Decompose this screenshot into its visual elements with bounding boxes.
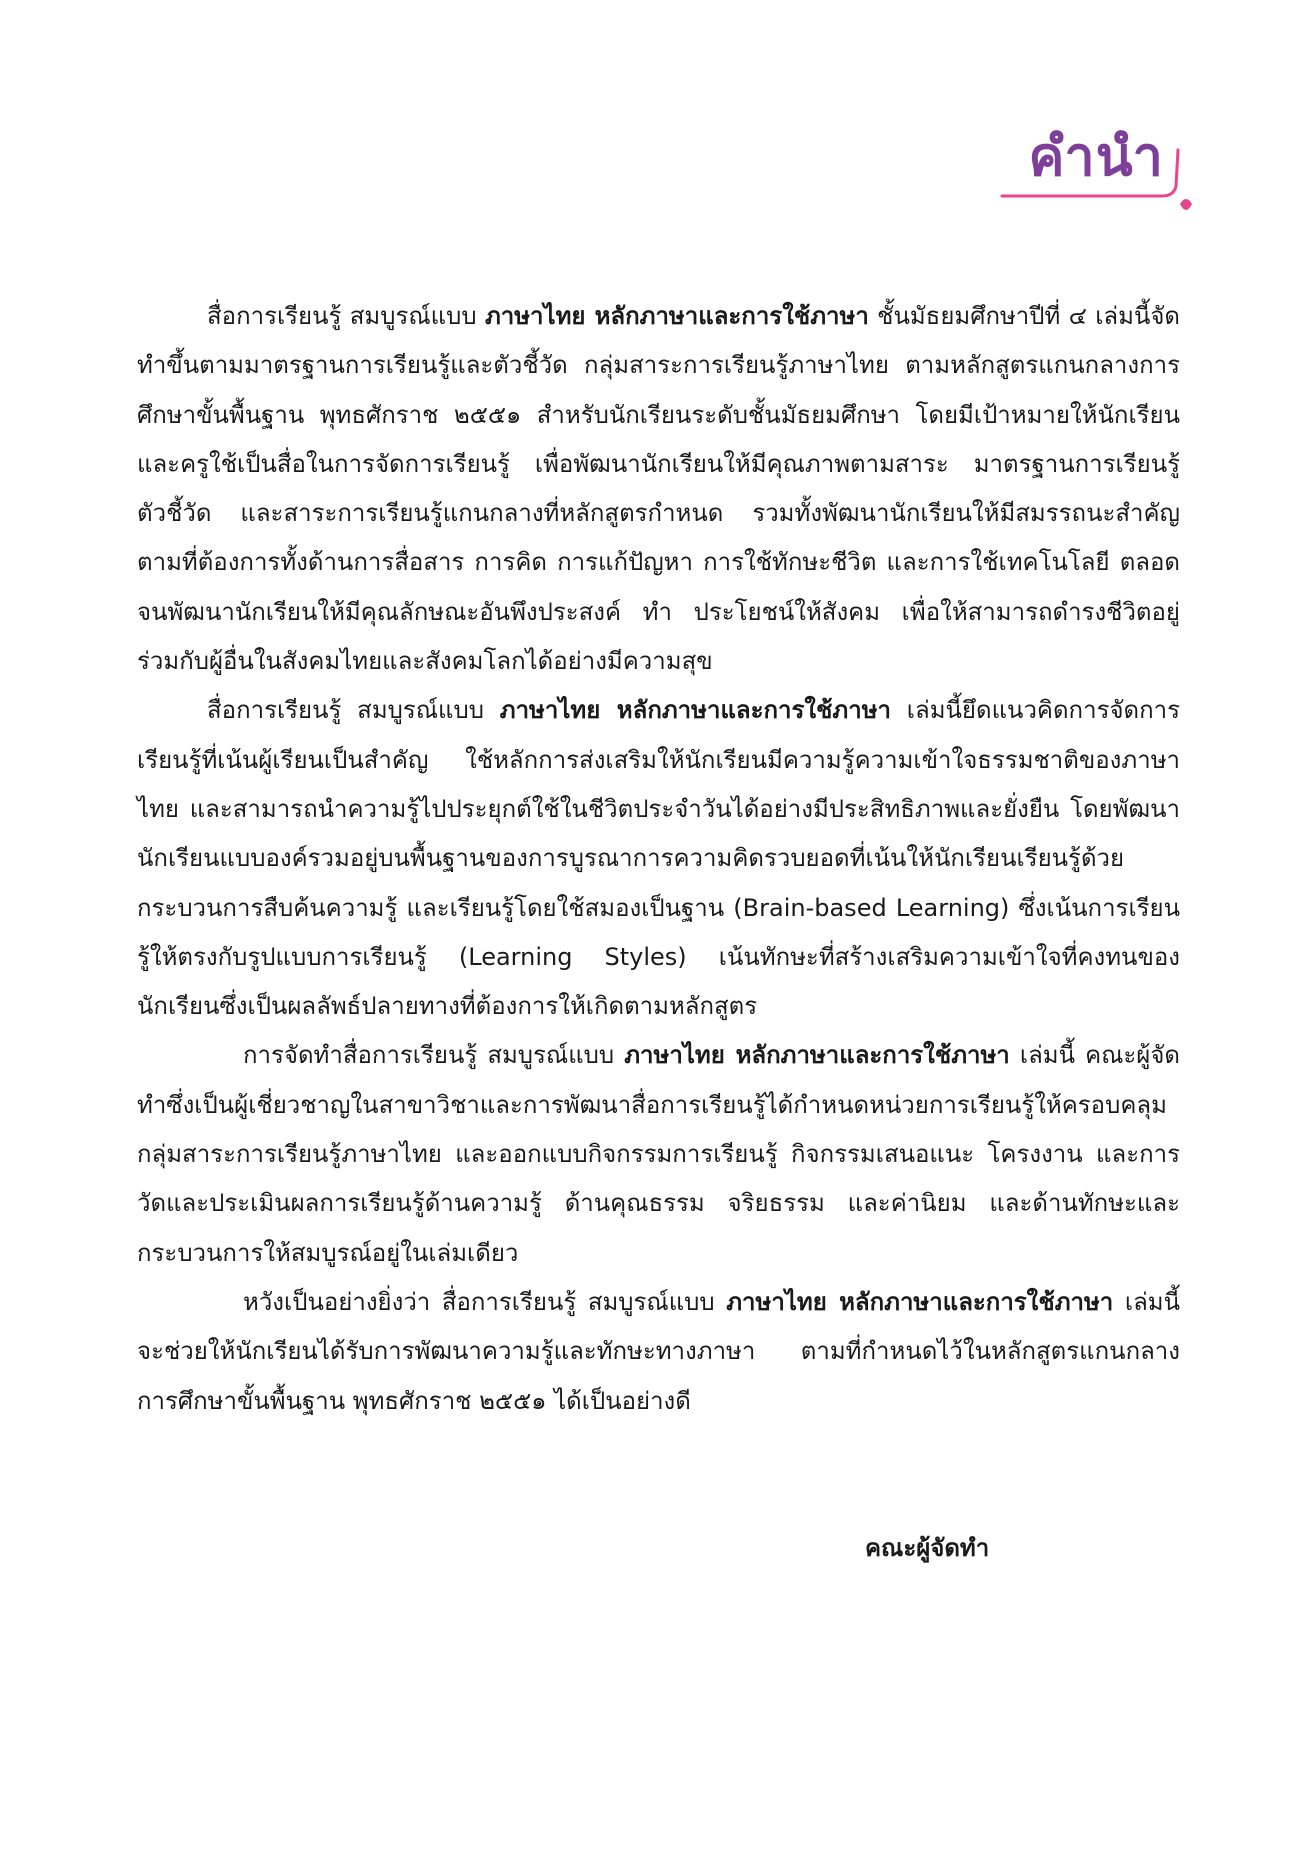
paragraph-1-text: ชั้นมัธยมศึกษาปีที่ ๔ เล่มนี้จัดทำขึ้นตามมาตรฐานการเรียนรู้และตัวชี้วัด กลุ่มสาระการเรียนรู้ภาษาไทย ตามหลักสูตรแกนกลางการศึกษาขั้นพื้นฐาน พุทธศักราช ๒๕๕๑ สำหรับนักเรียนระดับชั้นมัธยมศึกษา โดยมีเป้าหมายให้นักเรียนและครูใช้เป็นสื่อในการจัดการเรียนรู้ เพื่อพัฒนานักเรียนให้มีคุณภาพตามสาระ มาตรฐานการเรียนรู้ ตัวชี้วัด และสาระการเรียนรู้แกนกลางที่หลักสูตรกำหนด รวมทั้งพัฒนานักเรียนให้มีสมรรถนะสำคัญตามที่ต้องการทั้งด้านการสื่อสาร การคิด การแก้ปัญหา การใช้ทักษะชีวิต และการใช้เทคโนโลยี ตลอดจนพัฒนานักเรียนให้มีคุณลักษณะอันพึงประสงค์ ทำ ประโยชน์ให้สังคม เพื่อให้สามารถดำรงชีวิตอยู่ร่วมกับผู้อื่นในสังคมไทยและสังคมโลกได้อย่างมีความสุข <box>137 302 1180 676</box>
paragraph-3 <box>137 1031 1180 1277</box>
paragraph-3-book-title: ภาษาไทย หลักภาษาและการใช้ภาษา <box>624 1041 1010 1070</box>
paragraph-1-book-title: ภาษาไทย หลักภาษาและการใช้ภาษา <box>484 302 869 330</box>
paragraph-3-intro: การจัดทำสื่อการเรียนรู้ สมบูรณ์แบบ <box>243 1041 625 1070</box>
paragraph-4-intro: หวังเป็นอย่างยิ่งว่า สื่อการเรียนรู้ สมบูรณ์แบบ <box>243 1287 727 1316</box>
signature: คณะผู้จัดทำ <box>865 1534 990 1562</box>
paragraph-2-book-title: ภาษาไทย หลักภาษาและการใช้ภาษา <box>499 696 892 725</box>
paragraph-3-text: เล่มนี้ คณะผู้จัดทำซึ่งเป็นผู้เชี่ยวชาญในสาขาวิชาและการพัฒนาสื่อการเรียนรู้ได้กำหนดหน่วยการเรียนรู้ให้ครอบคลุมกลุ่มสาระการเรียนรู้ภาษาไทย และออกแบบกิจกรรมการเรียนรู้ กิจกรรมเสนอแนะ โครงงาน และการวัดและประเมินผลการเรียนรู้ด้านความรู้ ด้านคุณธรรม จริยธรรม และค่านิยม และด้านทักษะและกระบวนการให้สมบูรณ์อยู่ในเล่มเดียว <box>137 1041 1181 1267</box>
body-text <box>137 292 1180 1426</box>
page-title: คำนำ <box>1028 125 1164 188</box>
paragraph-2-intro: สื่อการเรียนรู้ สมบูรณ์แบบ <box>207 696 500 725</box>
paragraph-4-text: เล่มนี้จะช่วยให้นักเรียนได้รับการพัฒนาความรู้และทักษะทางภาษา ตามที่กำหนดไว้ในหลักสูตรแกนกลางการศึกษาขั้นพื้นฐาน พุทธศักราช ๒๕๕๑ ได้เป็นอย่างดี <box>137 1287 1181 1415</box>
paragraph-4 <box>137 1278 1180 1426</box>
heading-block <box>994 125 1194 218</box>
paragraph-1-intro: สื่อการเรียนรู้ สมบูรณ์แบบ <box>207 302 485 330</box>
paragraph-2 <box>137 686 1180 1031</box>
paragraph-4-book-title: ภาษาไทย หลักภาษาและการใช้ภาษา <box>726 1287 1114 1316</box>
paragraph-2-text: เล่มนี้ยึดแนวคิดการจัดการเรียนรู้ที่เน้นผู้เรียนเป็นสำคัญ ใช้หลักการส่งเสริมให้นักเรียนมีความรู้ความเข้าใจธรรมชาติของภาษาไทย และสามารถนำความรู้ไปประยุกต์ใช้ในชีวิตประจำวันได้อย่างมีประสิทธิภาพและยั่งยืน โดยพัฒนานักเรียนแบบองค์รวมอยู่บนพื้นฐานของการบูรณาการความคิดรวบยอดที่เน้นให้นักเรียนเรียนรู้ด้วยกระบวนการสืบค้นความรู้ และเรียนรู้โดยใช้สมองเป็นฐาน (Brain-based Learning) ซึ่งเน้นการเรียนรู้ให้ตรงกับรูปแบบการเรียนรู้ (Learning Styles) เน้นทักษะที่สร้างเสริมความเข้าใจที่คงทนของนักเรียนซึ่งเป็นผลลัพธ์ปลายทางที่ต้องการให้เกิดตามหลักสูตร <box>137 696 1181 1021</box>
paragraph-1 <box>137 292 1180 686</box>
